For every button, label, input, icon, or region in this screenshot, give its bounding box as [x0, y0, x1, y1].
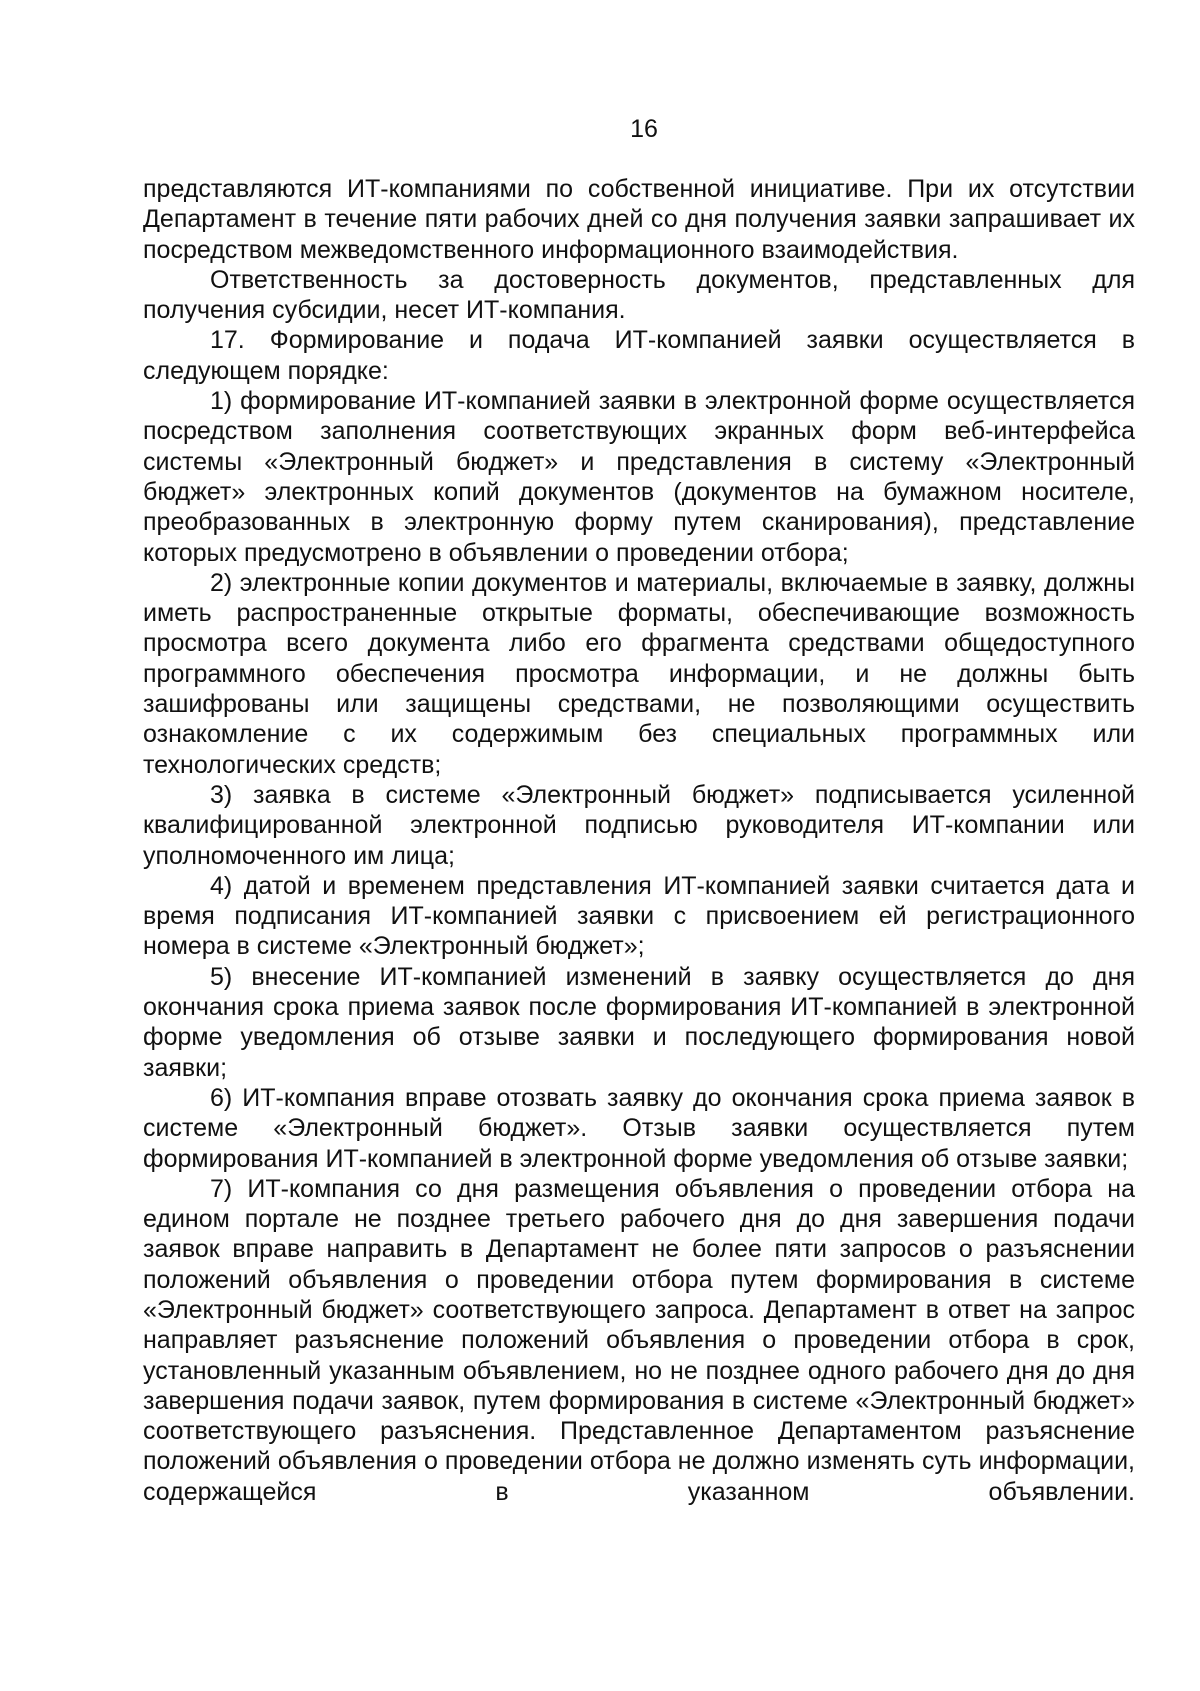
- list-item-5: 5) внесение ИТ-компанией изменений в заявку осуществляется до дня окончания срока приема заявок после формирования ИТ-компанией в электронной форме уведомления об отзыве заявки и последующего формирования новой заявки;: [143, 962, 1135, 1082]
- page-number: 16: [630, 115, 658, 143]
- paragraph-section-17: 17. Формирование и подача ИТ-компанией заявки осуществляется в следующем порядке:: [143, 326, 1135, 385]
- list-item-6: 6) ИТ-компания вправе отозвать заявку до окончания срока приема заявок в системе «Электронный бюджет». Отзыв заявки осуществляется путем формирования ИТ-компанией в электронной форме уведомления об отзыве заявки;: [143, 1083, 1135, 1173]
- list-item-3: 3) заявка в системе «Электронный бюджет» подписывается усиленной квалифицированной электронной подписью руководителя ИТ-компании или уполномоченного им лица;: [143, 780, 1135, 870]
- list-item-1: 1) формирование ИТ-компанией заявки в электронной форме осуществляется посредством заполнения соответствующих экранных форм веб-интерфейса системы «Электронный бюджет» и представления в систему «Электронный бюджет» электронных копий документов (документов на бумажном носителе, преобразованных в электронную форму путем сканирования), представление которых предусмотрено в объявлении о проведении отбора;: [143, 387, 1135, 567]
- paragraph-responsibility: Ответственность за достоверность документов, представленных для получения субсидии, несет ИТ-компания.: [143, 265, 1135, 325]
- list-item-7: 7) ИТ-компания со дня размещения объявления о проведении отбора на едином портале не позднее третьего рабочего дня до дня завершения подачи заявок вправе направить в Департамент не более пяти запросов о разъяснении положений объявления о проведении отбора путем формирования в системе «Электронный бюджет» соответствующего запроса. Департамент в ответ на запрос направляет разъяснение положений объявления о проведении отбора в срок, установленный указанным объявлением, но не позднее одного рабочего дня до дня завершения подачи заявок, путем формирования в системе «Электронный бюджет» соответствующего разъяснения. Представленное Департаментом разъяснение положений объявления о проведении отбора не должно изменять суть информации, содержащейся в указанном объявлении.: [143, 1174, 1135, 1506]
- list-item-2: 2) электронные копии документов и материалы, включаемые в заявку, должны иметь распространенные открытые форматы, обеспечивающие возможность просмотра всего документа либо его фрагмента средствами общедоступного программного обеспечения просмотра информации, и не должны быть зашифрованы или защищены средствами, не позволяющими осуществить ознакомление с их содержимым без специальных программных или технологических средств;: [143, 568, 1135, 779]
- list-item-4: 4) датой и временем представления ИТ-компанией заявки считается дата и время подписания ИТ-компанией заявки с присвоением ей регистрационного номера в системе «Электронный бюджет»;: [143, 871, 1135, 961]
- paragraph-continuation: представляются ИТ-компаниями по собственной инициативе. При их отсутствии Департамент в течение пяти рабочих дней со дня получения заявки запрашивает их посредством межведомственного информационного взаимодействия.: [143, 175, 1135, 264]
- document-body: [143, 174, 1135, 1507]
